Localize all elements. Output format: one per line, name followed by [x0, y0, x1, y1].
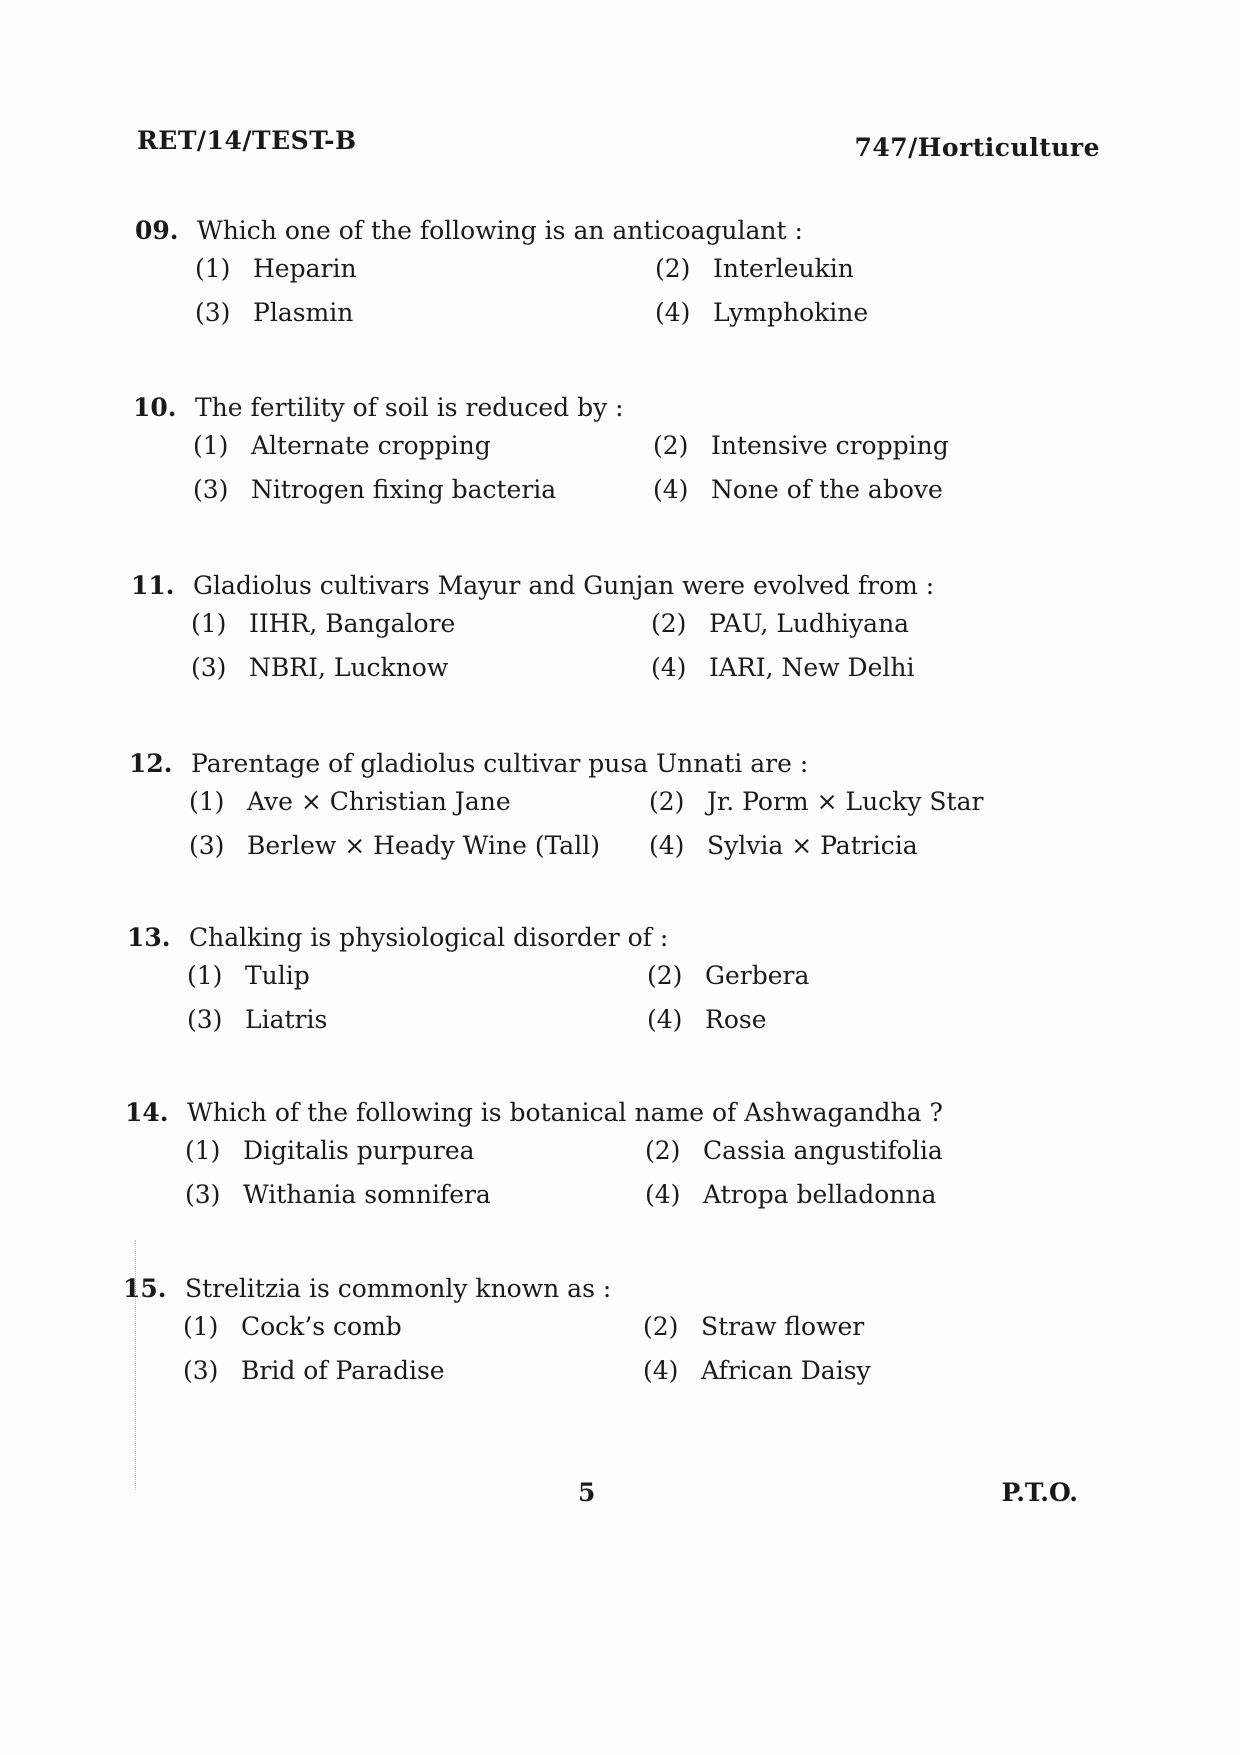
please-turn-over: P.T.O. [1001, 1478, 1078, 1507]
option-1: (1) Tulip [187, 961, 310, 990]
page-number: 5 [578, 1478, 596, 1507]
option-3: (3) Berlew × Heady Wine (Tall) [189, 831, 600, 860]
question-15 [123, 1273, 1023, 1393]
question-text: Strelitzia is commonly known as : [185, 1274, 612, 1303]
question-text: The fertility of soil is reduced by : [195, 393, 624, 422]
question-number: 12. [129, 749, 173, 778]
option-4: (4) IARI, New Delhi [651, 653, 915, 682]
option-4: (4) None of the above [653, 475, 943, 504]
question-text: Chalking is physiological disorder of : [189, 923, 669, 952]
option-4: (4) Atropa belladonna [645, 1180, 937, 1209]
option-4: (4) Lymphokine [655, 298, 869, 327]
option-1: (1) Alternate cropping [193, 431, 491, 460]
question-14 [125, 1097, 1025, 1217]
question-12 [129, 748, 1029, 868]
option-3: (3) Liatris [187, 1005, 328, 1034]
question-number: 15. [123, 1274, 167, 1303]
question-text: Parentage of gladiolus cultivar pusa Unnati are : [191, 749, 809, 778]
question-text: Which of the following is botanical name of Ashwagandha ? [187, 1098, 943, 1127]
question-11 [131, 570, 1031, 690]
option-2: (2) Interleukin [655, 254, 854, 283]
option-1: (1) Ave × Christian Jane [189, 787, 511, 816]
option-3: (3) Brid of Paradise [183, 1356, 445, 1385]
option-3: (3) Plasmin [195, 298, 354, 327]
option-3: (3) Withania somnifera [185, 1180, 491, 1209]
question-text: Which one of the following is an anticoagulant : [197, 216, 803, 245]
option-1: (1) Cock’s comb [183, 1312, 402, 1341]
option-2: (2) Intensive cropping [653, 431, 949, 460]
paper-code: RET/14/TEST-B [137, 126, 357, 155]
question-10 [133, 392, 1033, 512]
option-3: (3) NBRI, Lucknow [191, 653, 449, 682]
subject-code: 747/Horticulture [854, 133, 1100, 162]
question-13 [127, 922, 1027, 1042]
option-1: (1) Heparin [195, 254, 357, 283]
option-2: (2) Cassia angustifolia [645, 1136, 943, 1165]
option-2: (2) Straw flower [643, 1312, 865, 1341]
option-4: (4) African Daisy [643, 1356, 871, 1385]
option-2: (2) PAU, Ludhiyana [651, 609, 910, 638]
question-09 [135, 215, 1035, 335]
option-2: (2) Jr. Porm × Lucky Star [649, 787, 984, 816]
question-number: 13. [127, 923, 171, 952]
option-4: (4) Sylvia × Patricia [649, 831, 918, 860]
option-1: (1) Digitalis purpurea [185, 1136, 475, 1165]
question-number: 11. [131, 571, 175, 600]
option-3: (3) Nitrogen fixing bacteria [193, 475, 557, 504]
option-1: (1) IIHR, Bangalore [191, 609, 456, 638]
question-text: Gladiolus cultivars Mayur and Gunjan were evolved from : [193, 571, 935, 600]
option-4: (4) Rose [647, 1005, 767, 1034]
question-number: 10. [133, 393, 177, 422]
margin-dotted-line [135, 1240, 138, 1490]
question-number: 14. [125, 1098, 169, 1127]
question-number: 09. [135, 216, 179, 245]
option-2: (2) Gerbera [647, 961, 810, 990]
